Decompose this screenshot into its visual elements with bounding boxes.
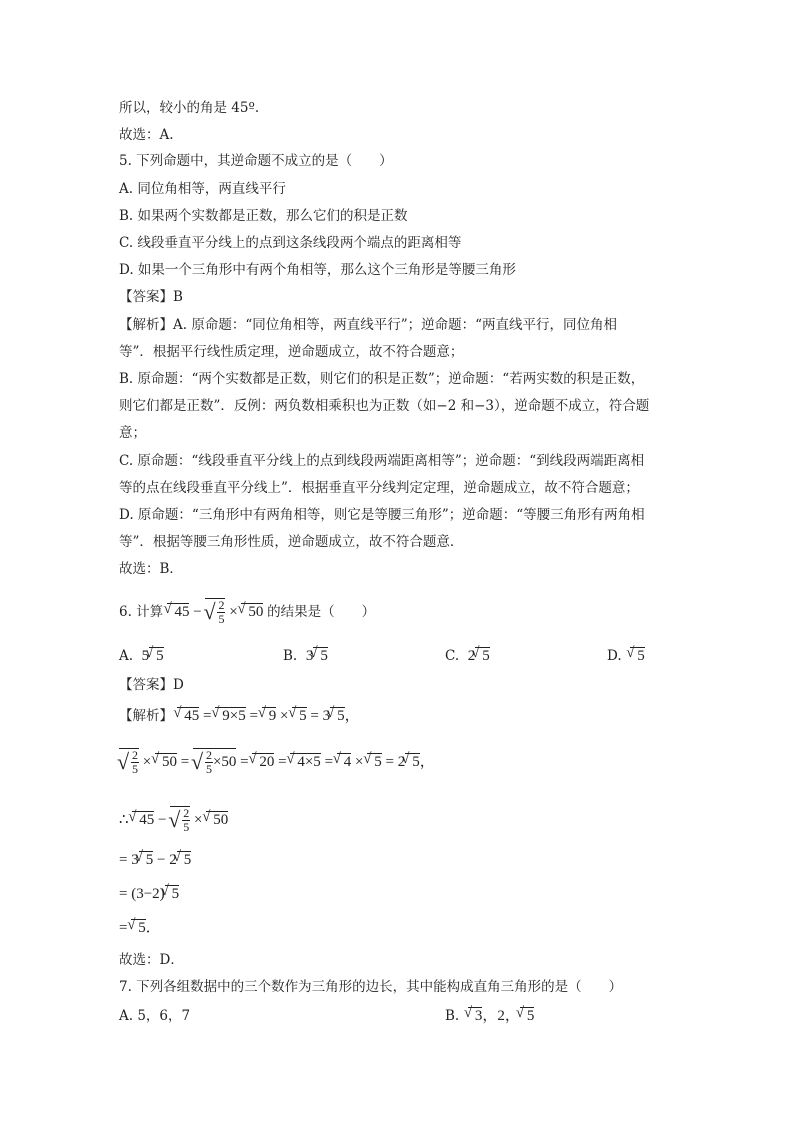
math-line: = √ 5．	[119, 918, 161, 938]
q5-option-b: B. 如果两个实数都是正数，那么它们的积是正数	[119, 208, 408, 224]
q6-option-a: A. 5√ 5	[119, 646, 164, 666]
q5-answer: 【答案】B	[119, 289, 183, 305]
question-7-title: 7. 下列各组数据中的三个数作为三角形的边长，其中能构成直角三角形的是（ ）	[119, 979, 623, 995]
q6-answer: 【答案】D	[119, 677, 184, 693]
analysis-line: 等”．根据平行线性质定理，逆命题成立，故不符合题意；	[119, 344, 464, 360]
q6-option-b: B. 3√ 5	[283, 646, 328, 666]
analysis-line: 【解析】A. 原命题：“同位角相等，两直线平行”；逆命题：“两直线平行，同位角相	[119, 317, 618, 333]
q5-option-d: D. 如果一个三角形中有两个角相等，那么这个三角形是等腰三角形	[119, 262, 516, 278]
text-line: 所以，较小的角是 45º.	[119, 100, 260, 116]
math-expression: √ 45 − √ $\frac{2}{5}$ × √ 50	[167, 604, 267, 620]
math-line: = 3√ 5 − 2√ 5	[119, 850, 191, 870]
q7-option-b: B. √ 3，2，√ 5	[445, 1006, 534, 1026]
question-6-title: 6. 计算 √ 45 − √ $\frac{2}{5}$ × √ 50 的结果是（ ）	[119, 598, 375, 626]
q5-option-c: C. 线段垂直平分线上的点到这条线段两个端点的距离相等	[119, 235, 462, 251]
q6-conclusion: 故选：D．	[119, 952, 184, 968]
q6-option-c: C. 2√ 5	[445, 646, 490, 666]
analysis-line: C. 原命题：“线段垂直平分线上的点到线段两端距离相等”；逆命题：“到线段两端距离相	[119, 453, 645, 469]
q7-option-a: A. 5，6，7	[119, 1008, 191, 1024]
text-line: 故选：A.	[119, 127, 174, 143]
analysis-line: 等”．根据等腰三角形性质，逆命题成立，故不符合题意．	[119, 534, 464, 550]
analysis-line: 等的点在线段垂直平分线上”．根据垂直平分线判定定理，逆命题成立，故不符合题意；	[119, 480, 639, 496]
analysis-line: D. 原命题：“三角形中有两角相等，则它是等腰三角形”；逆命题：“等腰三角形有两角相	[119, 507, 645, 523]
math-line: √ $\frac{2}{5}$ × √ 50 = √ $\frac{2}{5}$ ×50 = √ 20 = √ 4×5 = √ 4 × √ 5 = 2√ 5，	[119, 748, 435, 776]
math-line: ∴ √ 45 − √ $\frac{2}{5}$ × √ 50	[119, 806, 228, 834]
q5-conclusion: 故选：B．	[119, 561, 183, 577]
q6-option-d: D. √ 5	[607, 646, 645, 666]
math-line: = (3−2)√ 5	[119, 884, 179, 904]
analysis-line: 意；	[119, 425, 146, 441]
q5-option-a: A. 同位角相等，两直线平行	[119, 181, 286, 197]
analysis-line: 则它们都是正数”．反例：两负数相乘积也为正数（如−2 和−3），逆命题不成立，符合题	[119, 398, 650, 414]
question-5-title: 5. 下列命题中，其逆命题不成立的是（ ）	[119, 153, 393, 169]
analysis-line: 【解析】 √ 45 = √ 9×5 = √ 9 × √ 5 = 3√ 5，	[119, 706, 360, 726]
analysis-line: B. 原命题：“两个实数都是正数，则它们的积是正数”；逆命题：“若两实数的积是正数，	[119, 371, 645, 387]
